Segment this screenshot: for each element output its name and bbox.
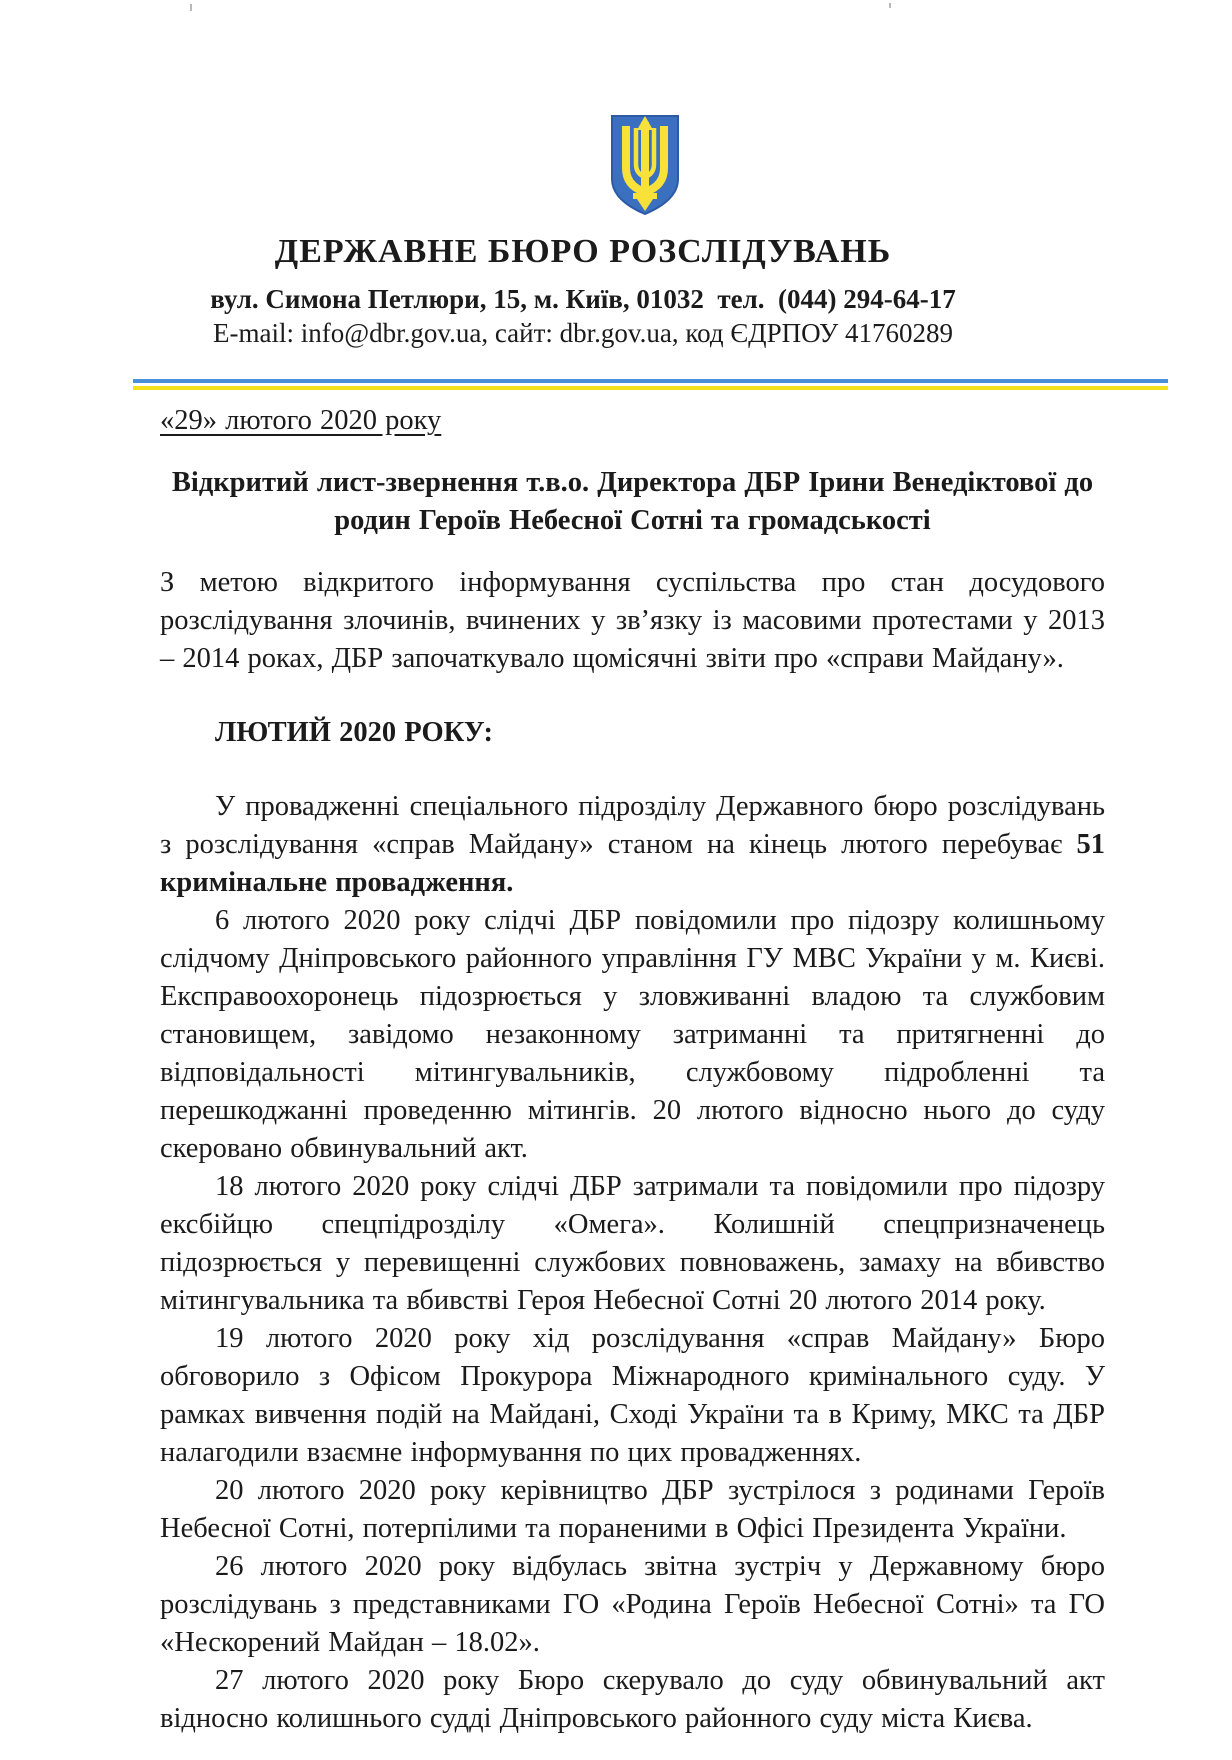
letter-body — [160, 402, 1105, 1738]
paragraph-case-statistics-bold: 51 кримінальне провадження. — [160, 829, 1105, 898]
section-heading-february-2020: ЛЮТИЙ 2020 РОКУ: — [215, 717, 494, 748]
flag-divider — [133, 379, 1168, 390]
organization-contacts: E-mail: info@dbr.gov.ua, сайт: dbr.gov.ua, код ЄДРПОУ 41760289 — [213, 318, 953, 348]
letterhead — [148, 0, 1018, 349]
scan-speck — [190, 4, 192, 11]
intro-paragraph: З метою відкритого інформування суспільства про стан досудового розслідування злочинів, вчинених у зв’язку із масовими протестами у 2013 – 2014 роках, ДБР започаткувало щомісячні звіти про «справи Майдану». — [160, 567, 1105, 674]
ukraine-trident-emblem-icon — [608, 113, 682, 217]
scan-speck — [889, 3, 891, 8]
paragraph-feb-19: 19 лютого 2020 року хід розслідування «справ Майдану» Бюро обговорило з Офісом Прокурора Міжнародного кримінального суду. У рамках вивчення подій на Майдані, Сході України та в Криму, МКС та ДБР налагодили взаємне інформування по цих провадженнях. — [160, 1323, 1105, 1468]
paragraph-feb-18: 18 лютого 2020 року слідчі ДБР затримали та повідомили про підозру ексбійцю спецпідрозділу «Омега». Колишній спецпризначенець підозрюється у перевищенні службових повноважень, замаху на вбивство мітингувальника та вбивстві Героя Небесної Сотні 20 лютого 2014 року. — [160, 1171, 1105, 1316]
organization-name: ДЕРЖАВНЕ БЮРО РОЗСЛІДУВАНЬ — [274, 233, 892, 270]
paragraph-feb-26: 26 лютого 2020 року відбулась звітна зустріч у Державному бюро розслідувань з представниками ГО «Родина Героїв Небесної Сотні» та ГО «Нескорений Майдан – 18.02». — [160, 1551, 1105, 1658]
letter-title-line-2: родин Героїв Небесної Сотні та громадськості — [334, 505, 931, 536]
paragraph-case-statistics — [160, 788, 1105, 902]
letter-date: «29» лютого 2020 року — [160, 405, 442, 436]
flag-divider-yellow-bar — [133, 386, 1168, 390]
letter-title-line-1: Відкритий лист-звернення т.в.о. Директора ДБР Ірини Венедіктової до — [171, 467, 1094, 498]
letter-title — [160, 464, 1105, 540]
paragraph-feb-20: 20 лютого 2020 року керівництво ДБР зустрілося з родинами Героїв Небесної Сотні, потерпілими та пораненими в Офісі Президента України. — [160, 1475, 1105, 1544]
organization-address: вул. Симона Петлюри, 15, м. Київ, 01032 тел. (044) 294-64-17 — [210, 284, 956, 314]
paragraph-feb-27: 27 лютого 2020 року Бюро скерувало до суду обвинувальний акт відносно колишнього судді Дніпровського районного суду міста Києва. — [160, 1665, 1105, 1734]
paragraph-case-statistics-text: У провадженні спеціального підрозділу Державного бюро розслідувань з розслідування «справ Майдану» станом на кінець лютого перебуває — [160, 791, 1105, 860]
paragraph-feb-6: 6 лютого 2020 року слідчі ДБР повідомили про підозру колишньому слідчому Дніпровського районного управління ГУ МВС України у м. Києві. Експравоохоронець підозрюється у зловживанні владою та службовим становищем, завідомо незаконному затриманні та притягненні до відповідальності мітингувальників, службовому підробленні та перешкоджанні проведенню мітингів. 20 лютого відносно нього до суду скеровано обвинувальний акт. — [160, 905, 1105, 1164]
